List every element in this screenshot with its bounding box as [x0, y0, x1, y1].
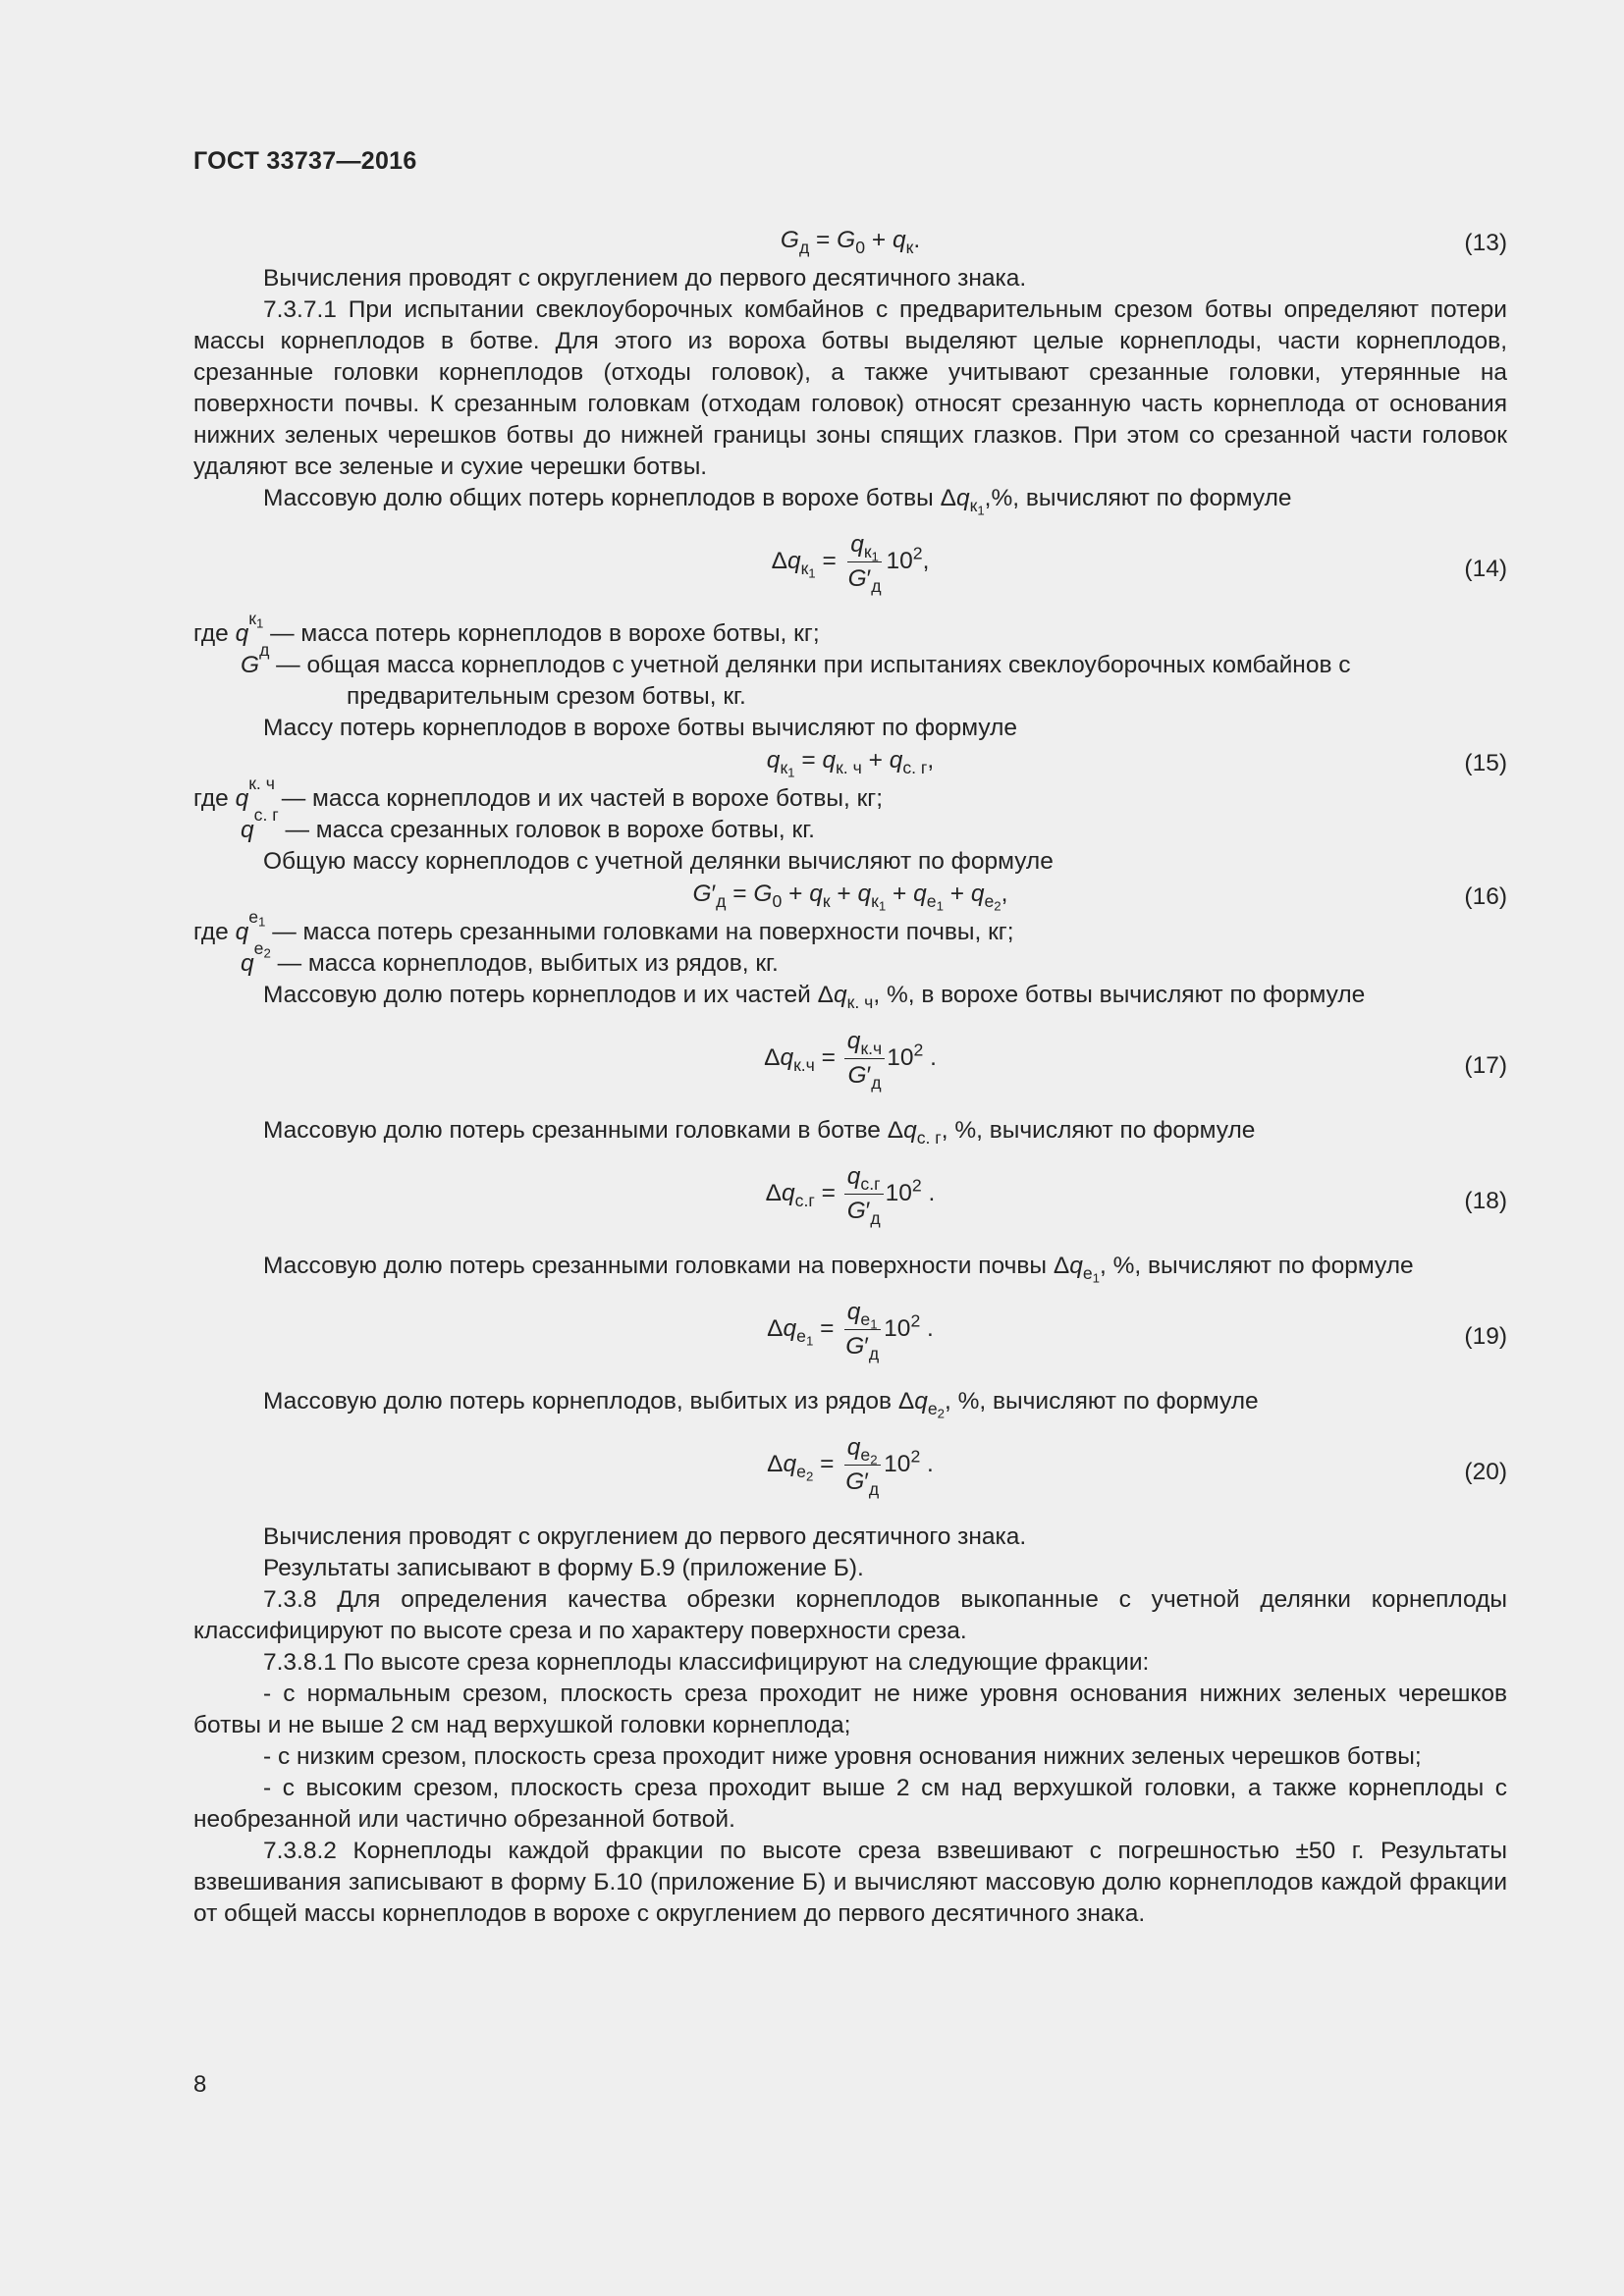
paragraph: Массовую долю потерь срезанными головками в ботве $\Delta q_{с. г}$, %, вычисляют по формуле	[263, 1117, 1256, 1148]
formula-15-legend: где q к. ч — масса корнеплодов и их частей в ворохе ботвы, кг; q с. г — масса срезанных головок в ворохе ботвы, кг.	[193, 774, 884, 843]
list-item: - с нормальным срезом, плоскость среза проходит не ниже уровня основания нижних зеленых черешков ботвы и не выше 2 см над верхушкой головки корнеплода;	[193, 1681, 1507, 1738]
paragraph: Массовую долю потерь корнеплодов, выбитых из рядов $\Delta q_{e_2}$, %, вычисляют по формуле	[263, 1388, 1259, 1421]
paragraph: Вычисления проводят с округлением до первого десятичного знака.	[263, 265, 1027, 292]
paragraph: Общую массу корнеплодов с учетной делянки вычисляют по формуле	[263, 848, 1054, 875]
paragraph: Массу потерь корнеплодов в ворохе ботвы вычисляют по формуле	[263, 715, 1018, 741]
document-header: ГОСТ 33737—2016	[193, 147, 417, 175]
formula-13-number: (13)	[1464, 230, 1507, 256]
paragraph: Результаты записывают в форму Б.9 (приложение Б).	[263, 1555, 864, 1581]
paragraph-7-3-7-1: 7.3.7.1 При испытании свеклоуборочных комбайнов с предварительным срезом ботвы определяют потери массы корнеплодов в ботве. Для этого из вороха ботвы выделяют целые корнеплоды, части корнеплодов, срезанные головки корнеплодов (отходы головок), а также учитывают срезанные головки, утерянные на поверхности почвы. К срезанным головкам (отходам головок) относят срезанную часть корнеплода от основания нижних зеленых черешков ботвы до нижней границы зоны спящих глазков. При этом со срезанной части головок удаляют все зеленые и сухие черешки ботвы.	[193, 296, 1507, 480]
formula-13: $G_д = G_0 + q_к$. (13)	[193, 224, 1507, 263]
formula-17-number: (17)	[1464, 1052, 1507, 1079]
formula-15-number: (15)	[1464, 750, 1507, 776]
paragraph-7-3-8-1: 7.3.8.1 По высоте среза корнеплоды классифицируют на следующие фракции:	[263, 1649, 1150, 1676]
formula-16-number: (16)	[1464, 883, 1507, 910]
paragraph-7-3-8-2: 7.3.8.2 Корнеплоды каждой фракции по высоте среза взвешивают с погрешностью ±50 г. Результаты взвешивания записывают в форму Б.10 (приложение Б) и вычисляют массовую долю корнеплодов каждой фракции от общей массы корнеплодов в ворохе с округлением до первого десятичного знака.	[193, 1838, 1507, 1927]
formula-15: $q_{к_1} = q_{к. ч} + q_{с. г}$, (15)	[766, 746, 1507, 779]
formula-18-number: (18)	[1464, 1188, 1507, 1214]
list-item: - с низким срезом, плоскость среза проходит ниже уровня основания нижних зеленых черешков ботвы;	[263, 1743, 1422, 1770]
paragraph: Вычисления проводят с округлением до первого десятичного знака.	[263, 1523, 1027, 1550]
paragraph: Массовую долю потерь срезанными головками на поверхности почвы $\Delta q_{e_1}$, %, вычисляют по формуле	[263, 1253, 1414, 1286]
formula-14-number: (14)	[1464, 556, 1507, 582]
formula-19: $\Delta q_{e_1}$ = $\frac{q_{e_1}}{G'_д}$ $10^2$ . (19)	[767, 1299, 1507, 1364]
paragraph-7-3-8: 7.3.8 Для определения качества обрезки корнеплодов выкопанные с учетной делянки корнеплоды классифицируют по высоте среза и по характеру поверхности среза.	[193, 1586, 1507, 1644]
formula-18: $\Delta q_{с.г}$ = $\frac{q_{с.г}}{G'_д}$ $10^2$ . (18)	[765, 1163, 1507, 1229]
paragraph: Массовую долю потерь корнеплодов и их частей $\Delta q_{к. ч}$, %, в ворохе ботвы вычисляют по формуле	[263, 982, 1366, 1013]
page-number: 8	[193, 2071, 207, 2098]
document-body	[193, 224, 1507, 1930]
formula-19-number: (19)	[1464, 1323, 1507, 1350]
list-item: - с высоким срезом, плоскость среза проходит выше 2 см над верхушкой головки, а также корнеплоды с необрезанной или частично обрезанной ботвой.	[193, 1775, 1507, 1833]
formula-20-number: (20)	[1464, 1459, 1507, 1485]
formula-17: $\Delta q_{к.ч}$ = $\frac{q_{к.ч}}{G'_д}$ $10^2$ . (17)	[764, 1028, 1507, 1094]
formula-20: $\Delta q_{e_2}$ = $\frac{q_{e_2}}{G'_д}$ $10^2$ . (20)	[767, 1434, 1507, 1500]
formula-14-legend: где q $к_1$ — масса потерь корнеплодов в ворохе ботвы, кг; G д — общая масса корнеплодов с учетной делянки при испытаниях свеклоуборочных комбайнов с предварительным срезом ботвы, кг.	[193, 609, 1351, 710]
formula-16-legend: где q $e_1$ — масса потерь срезанными головками на поверхности почвы, кг; q $e_2$ — масса корнеплодов, выбитых из рядов, кг.	[193, 907, 1014, 977]
formula-16: $G'_д = G_0 + q_к + q_{к_1} + q_{e_1} + q_{e_2}$, (16)	[692, 880, 1507, 913]
formula-14: $\Delta q_{к_1}$ = $\frac{q_{к_1}}{G'_д}$ $10^2$, (14)	[771, 531, 1507, 597]
paragraph: Массовую долю общих потерь корнеплодов в ворохе ботвы $\Delta q_{к_1},\%$, вычисляют по формуле	[263, 485, 1292, 518]
